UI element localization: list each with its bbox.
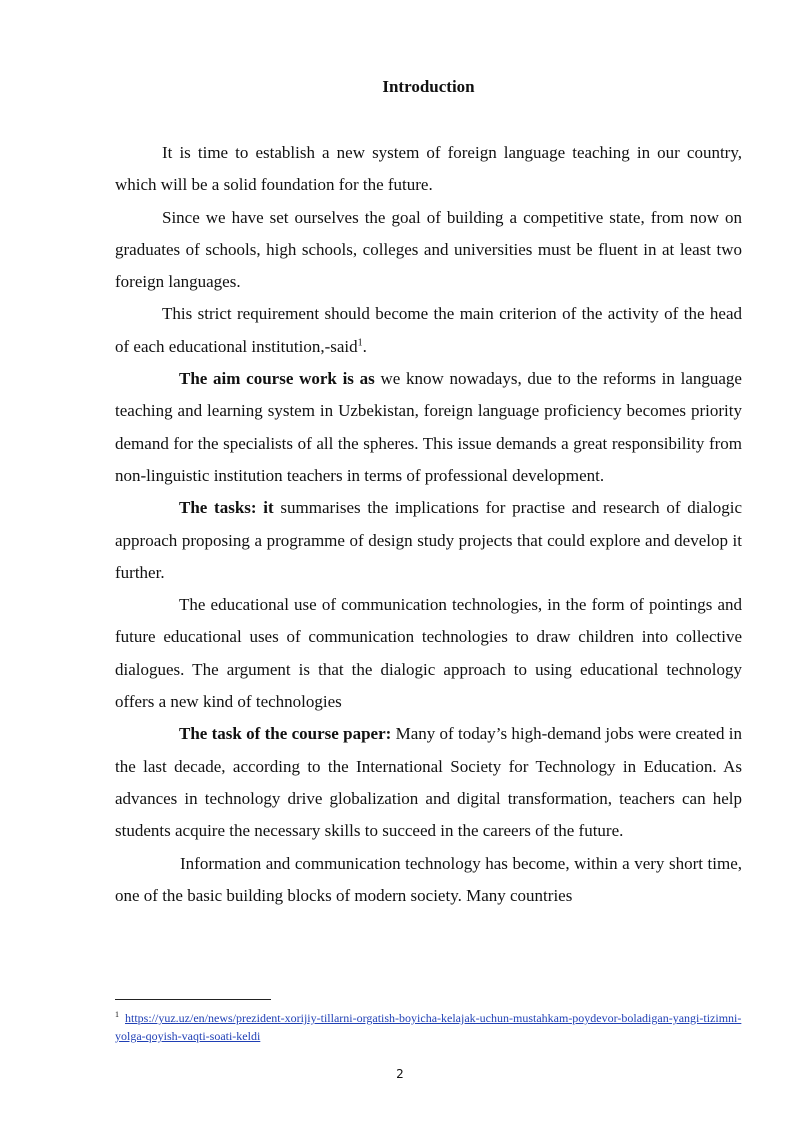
footnote-mark: 1	[115, 1010, 119, 1019]
footnote-reference[interactable]: 1	[357, 337, 363, 349]
page-title: Introduction	[382, 77, 475, 96]
paragraph-text: Since we have set ourselves the goal of building a competitive state, from now on graduates of schools, high schools, colleges and universities must be fluent in at least two foreign languages.	[115, 207, 742, 292]
paragraph-lead-bold: The aim course work is as	[179, 369, 375, 389]
paragraph-2	[115, 202, 742, 299]
footnote-divider	[115, 999, 271, 1000]
paragraph-text: Many of today’s high-demand jobs were created in the last decade, according to the International Society for Technology in Education. As advances in technology drive globalization and digital transformation, teachers can help students acquire the necessary skills to succeed in the careers of the future.	[115, 724, 742, 841]
paragraph-3	[115, 298, 742, 363]
paragraph-text: we know nowadays, due to the reforms in language teaching and learning system in Uzbekistan, foreign language proficiency becomes priority demand for the specialists of all the spheres. This issue demands a great responsibility from non-linguistic institution teachers in terms of professional development.	[115, 369, 742, 485]
footnote	[115, 1006, 742, 1045]
paragraph-text: summarises the implications for practise and research of dialogic approach proposing a programme of design study projects that could explore and develop it further.	[115, 498, 742, 582]
paragraph-lead-bold: The tasks: it	[179, 498, 274, 518]
paragraph-task-course-paper	[115, 718, 742, 847]
paragraph-end-punctuation: .	[362, 336, 367, 356]
paragraph-1	[115, 137, 742, 202]
paragraph-6	[115, 589, 742, 718]
footnote-link[interactable]: https://yuz.uz/en/news/prezident-xorijiy-tillarni-orgatish-boyicha-kelajak-uchun-mustahkam-poydevor-boladigan-yangi-tizimni-yolga-qoyish-vaqti-soati-keldi	[115, 1011, 742, 1043]
paragraph-text: Information and communication technology has become, within a very short time, one of the basic building blocks of modern society. Many countries	[115, 853, 742, 905]
paragraph-8	[115, 848, 742, 913]
paragraph-text: It is time to establish a new system of foreign language teaching in our country, which will be a solid foundation for the future.	[115, 143, 742, 195]
page-number: 2	[396, 1067, 404, 1081]
paragraph-text: The educational use of communication technologies, in the form of pointings and future educational uses of communication technologies to draw children into collective dialogues. The argument is that the dialogic approach to using educational technology offers a new kind of technologies	[115, 595, 742, 712]
paragraph-aim	[115, 363, 742, 492]
paragraph-tasks	[115, 492, 742, 589]
paragraph-text: This strict requirement should become the main criterion of the activity of the head of each educational institution,-said	[115, 304, 742, 356]
body-text	[115, 137, 742, 912]
paragraph-lead-bold: The task of the course paper:	[179, 724, 392, 744]
